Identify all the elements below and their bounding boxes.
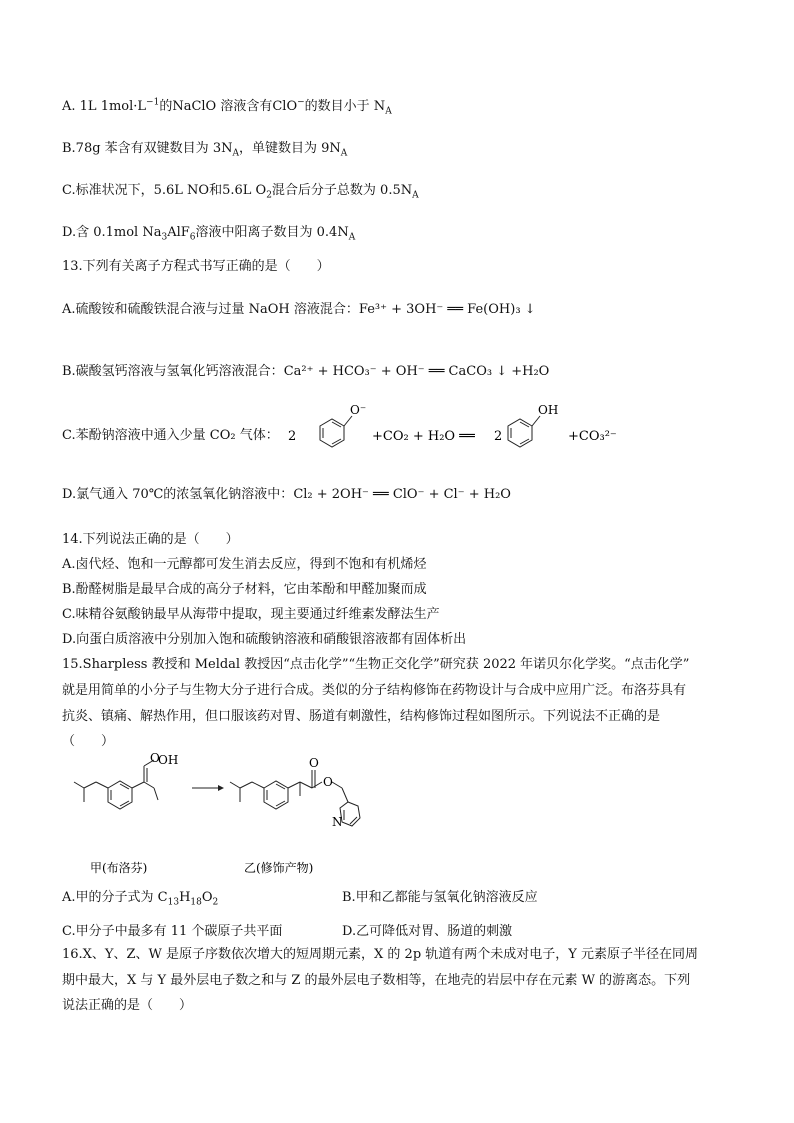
q15-option-c: C.甲分子中最多有 11 个碳原子共平面 [62,924,283,939]
coefficient: 2 [494,429,503,444]
carbonyl-o-label: O [309,756,319,770]
q14-option-b: B.酚醛树脂是最早合成的高分子材料，它由苯酚和甲醛加聚而成 [62,582,427,597]
phenoxide-reaction-diagram [286,398,666,458]
q15-option-a: A.甲的分子式为 $C_{13}H_{18}O_2$ [62,890,219,908]
carbonyl-o-label: O [150,751,160,765]
q15-stem-2: 就是用简单的小分子与生物大分子进行合成。类似的分子结构修饰在药物设计与合成中应用广泛。布洛芬具有 [62,683,687,698]
equation: Fe³⁺ + 3OH⁻ ══ Fe(OH)₃ ↓ [358,302,536,317]
q12-option-d: D.含 0.1mol $Na_3AlF_6$溶液中阳离子数目为 $0.4N_A$ [62,225,356,243]
q14-option-d: D.向蛋白质溶液中分别加入饱和硫酸钠溶液和硝酸银溶液都有固体析出 [62,632,467,647]
q16-stem-1: 16.X、Y、Z、W 是原子序数依次增大的短周期元素，X 的 2p 轨道有两个未成对电子，Y 元素原子半径在同周 [62,947,698,962]
hydroxyl-label: OH [538,403,559,417]
q12-option-a: A. 1L $1mol\cdot L^{-1}$的NaClO 溶液含有ClO−的数目小于 $N_A$ [62,97,392,117]
q16-stem-3: 说法正确的是（ ） [62,998,193,1013]
q13-option-b: B.碳酸氢钙溶液与氢氧化钙溶液混合：Ca²⁺ + HCO₃⁻ + OH⁻ ══ CaCO₃ ↓ +H₂O [62,364,550,379]
equation: Cl₂ + 2OH⁻ ══ ClO⁻ + Cl⁻ + H₂O [293,487,511,502]
pyridine-n-label: N [332,815,343,829]
benzene-ring [508,419,532,447]
benzene-ring [320,419,344,447]
q15-option-d: D.乙可降低对胃、肠道的刺激 [342,924,513,939]
equation: +CO₂ + H₂O ══ [372,429,475,444]
phenoxide-label: O⁻ [350,403,367,417]
equation: Ca²⁺ + HCO₃⁻ + OH⁻ ══ CaCO₃ ↓ +H₂O [283,364,550,379]
arrow-head-icon [218,785,224,791]
coefficient: 2 [288,429,297,444]
ibuprofen-modification-diagram [70,748,390,878]
ibuprofen-structure [74,760,158,809]
label-jia: 甲(布洛芬) [90,861,148,875]
q15-stem-3: 抗炎、镇痛、解热作用，但口服该药对胃、肠道有刺激性，结构修饰过程如图所示。下列说法不正确的是 [62,709,661,724]
q14-stem: 14.下列说法正确的是（ ） [62,532,239,547]
q15-stem-1: 15.Sharpless 教授和 Meldal 教授因“点击化学”“生物正交化学”研究获 2022 年诺贝尔化学奖。“点击化学” [62,657,690,672]
q13-option-d: D.氯气通入 70℃的浓氢氧化钠溶液中：Cl₂ + 2OH⁻ ══ ClO⁻ + Cl⁻ + H₂O [62,487,511,502]
label-yi: 乙(修饰产物) [244,861,314,875]
q15-stem-4: （ ） [62,734,115,749]
q13-option-a: A.硫酸铵和硫酸铁混合液与过量 NaOH 溶液混合：Fe³⁺ + 3OH⁻ ══ Fe(OH)₃ ↓ [62,302,536,317]
ester-o-label: O [323,775,333,789]
q12-option-c: C.标准状况下，5.6L NO和5.6L $O_2$混合后分子总数为 $0.5N_A$ [62,183,419,201]
q13-stem: 13.下列有关离子方程式书写正确的是（ ） [62,259,330,274]
q15-option-b: B.甲和乙都能与氢氧化钠溶液反应 [342,890,538,905]
equation: +CO₃²⁻ [568,429,617,444]
q14-option-c: C.味精谷氨酸钠最早从海带中提取，现主要通过纤维素发酵法生产 [62,607,440,622]
q16-stem-2: 期中最大，X 与 Y 最外层电子数之和与 Z 的最外层电子数相等，在地壳的岩层中存在元素 W 的游离态。下列 [62,973,691,988]
hydroxyl-label: OH [158,753,179,767]
q14-option-a: A.卤代烃、饱和一元醇都可发生消去反应，得到不饱和有机烯烃 [62,557,427,572]
q12-option-b: B.78g 苯含有双键数目为 $3N_A$，单键数目为 $9N_A$ [62,141,348,159]
q13-option-c-text: C.苯酚钠溶液中通入少量 CO₂ 气体： [62,428,279,443]
